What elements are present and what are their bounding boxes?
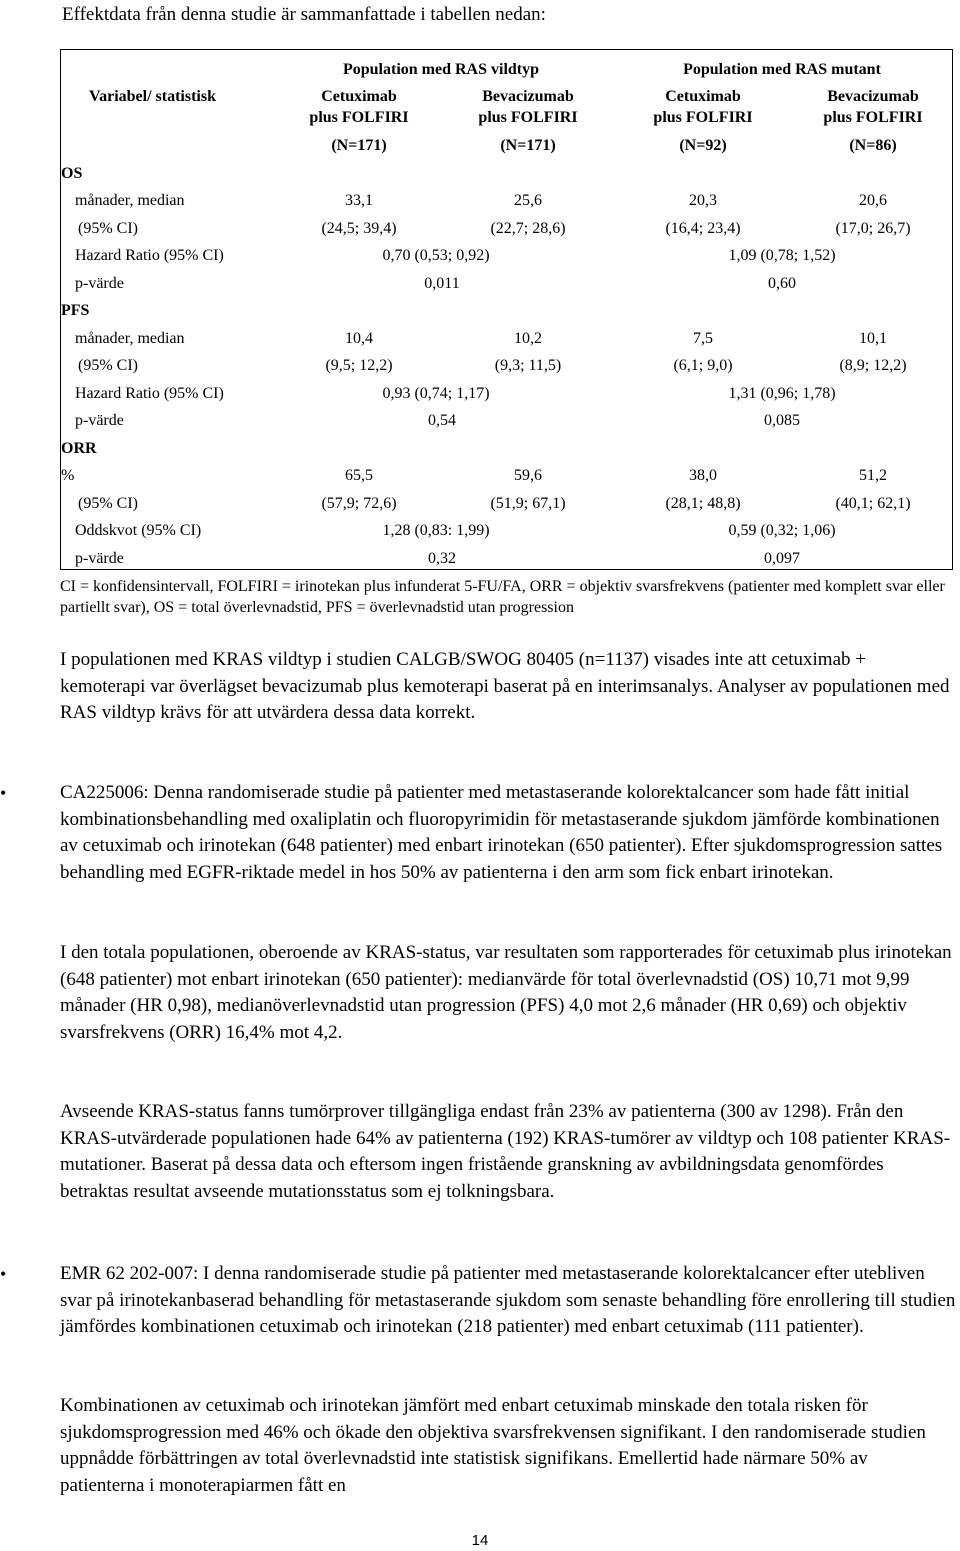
table-cell: 0,70 (0,53; 0,92) (382, 247, 490, 264)
table-cell: (6,1; 9,0) (673, 357, 733, 374)
row-label: (95% CI) (78, 357, 138, 374)
section-os: OS (61, 165, 83, 182)
table-cell: (9,5; 12,2) (325, 357, 393, 374)
table-cell: 20,6 (859, 192, 887, 209)
table-cell: (28,1; 48,8) (665, 495, 741, 512)
group-header-wild: Population med RAS vildtyp (342, 61, 540, 78)
table-cell: 59,6 (514, 467, 542, 484)
row-label: Hazard Ratio (95% CI) (75, 247, 224, 264)
row-label: månader, median (75, 192, 185, 209)
table-cell: (8,9; 12,2) (839, 357, 907, 374)
arm-n: (N=86) (849, 137, 897, 154)
arm-header: Cetuximab (321, 88, 397, 105)
table-cell: 0,085 (764, 412, 800, 429)
row-label: % (61, 467, 75, 484)
row-label: p-värde (75, 412, 124, 429)
row-label: p-värde (75, 275, 124, 292)
bullet-icon: • (0, 783, 7, 803)
row-label: p-värde (75, 550, 124, 567)
table-cell: (57,9; 72,6) (321, 495, 397, 512)
arm-header: Cetuximab (665, 88, 741, 105)
table-cell: 1,28 (0,83: 1,99) (382, 522, 490, 539)
section-orr: ORR (61, 440, 97, 457)
arm-header: plus FOLFIRI (823, 109, 923, 126)
section-pfs: PFS (61, 302, 90, 319)
table-cell: 0,097 (764, 550, 800, 567)
table-footnote: CI = konfidensintervall, FOLFIRI = irinotekan plus infunderat 5-FU/FA, ORR = objektiv svarsfrekvens (patienter med komplett svar eller partiellt svar), OS = total överlevnadstid, PFS = överlevnadstid utan progression (60, 578, 945, 616)
paragraph: EMR 62 202-007: I denna randomiserade studie på patienter med metastaserande kolorektalcancer efter utebliven svar på irinotekanbaserad behandling för metastaserande sjukdom som senaste behandling före enrollering till studien jämfördes kombinationen cetuximab och irinotekan (218 patienter) med enbart cetuximab (111 patienter). (60, 1263, 956, 1337)
row-label: (95% CI) (78, 495, 138, 512)
table-cell: 0,54 (428, 412, 456, 429)
page-number: 14 (471, 1532, 489, 1549)
arm-n: (N=171) (500, 137, 556, 154)
table-cell: 25,6 (514, 192, 542, 209)
table-cell: (9,3; 11,5) (494, 357, 562, 374)
table-cell: 10,2 (514, 330, 542, 347)
paragraph: I populationen med KRAS vildtyp i studien CALGB/SWOG 80405 (n=1137) visades inte att cetuximab + kemoterapi var överlägset bevacizumab plus kemoterapi baserat på en interimsanalys. Analyser av populationen med RAS vildtyp krävs för att utvärdera dessa data korrekt. (60, 649, 950, 723)
table-cell: 38,0 (689, 467, 717, 484)
arm-header: plus FOLFIRI (478, 109, 578, 126)
row-label: Oddskvot (95% CI) (75, 522, 202, 539)
table-cell: 1,31 (0,96; 1,78) (728, 385, 836, 402)
arm-header: Bevacizumab (482, 88, 574, 105)
arm-header: plus FOLFIRI (653, 109, 753, 126)
arm-header: plus FOLFIRI (309, 109, 409, 126)
group-header-mutant: Population med RAS mutant (683, 61, 881, 78)
table-cell: (51,9; 67,1) (490, 495, 566, 512)
table-cell: 10,1 (859, 330, 887, 347)
arm-n: (N=171) (331, 137, 387, 154)
table-cell: 0,32 (428, 550, 456, 567)
table-cell: (16,4; 23,4) (665, 220, 741, 237)
table-cell: (17,0; 26,7) (835, 220, 911, 237)
table-cell: 20,3 (689, 192, 717, 209)
table-cell: (40,1; 62,1) (835, 495, 911, 512)
paragraph: Kombinationen av cetuximab och irinotekan jämfört med enbart cetuximab minskade den totala risken för sjukdomsprogression med 46% och ökade den objektiva svarsfrekvensen signifikant. I den randomiserade studien uppnådde förbättringen av total överlevnadstid inte statistisk signifikans. Emellertid hade närmare 50% av patienterna i monoterapiarmen fått en (60, 1395, 926, 1496)
table-cell: 33,1 (345, 192, 373, 209)
table-cell: 0,60 (768, 275, 796, 292)
table-cell: 0,011 (424, 275, 460, 292)
arm-n: (N=92) (679, 137, 727, 154)
table-cell: (22,7; 28,6) (490, 220, 566, 237)
table-cell: 0,59 (0,32; 1,06) (728, 522, 836, 539)
paragraph: Avseende KRAS-status fanns tumörprover tillgängliga endast från 23% av patienterna (300 av 1298). Från den KRAS-utvärderade populationen hade 64% av patienterna (192) KRAS-tumörer av vildtyp och 108 patienter KRAS-mutationer. Baserat på dessa data och eftersom ingen fristående granskning av avbildningsdata genomfördes betraktas resultat avseende mutationsstatus som ej tolkningsbara. (60, 1101, 951, 1202)
efficacy-table (60, 49, 953, 570)
table-cell: 7,5 (693, 330, 713, 347)
paragraph: CA225006: Denna randomiserade studie på patienter med metastaserande kolorektalcancer som hade fått initial kombinationsbehandling med oxaliplatin och fluoropyrimidin för metastaserande sjukdom jämförde kombinationen av cetuximab och irinotekan (648 patienter) med enbart irinotekan (650 patienter). Efter sjukdomsprogression sattes behandling med EGFR-riktade medel in hos 50% av patienterna i den arm som fick enbart irinotekan. (60, 782, 943, 883)
row-label: Hazard Ratio (95% CI) (75, 385, 224, 402)
table-cell: (24,5; 39,4) (321, 220, 397, 237)
table-cell: 10,4 (345, 330, 373, 347)
row-label: (95% CI) (78, 220, 138, 237)
paragraph: I den totala populationen, oberoende av KRAS-status, var resultaten som rapporterades för cetuximab plus irinotekan (648 patienter) mot enbart irinotekan (650 patienter): medianvärde för total överlevnadstid (OS) 10,71 mot 9,99 månader (HR 0,98), medianöverlevnadstid utan progression (PFS) 4,0 mot 2,6 månader (HR 0,69) och objektiv svarsfrekvens (ORR) 16,4% mot 4,2. (60, 942, 952, 1043)
arm-header: Bevacizumab (827, 88, 919, 105)
table-cell: 0,93 (0,74; 1,17) (382, 385, 490, 402)
bullet-icon: • (0, 1264, 7, 1284)
variable-header: Variabel/ statistisk (89, 88, 216, 105)
table-cell: 65,5 (345, 467, 373, 484)
table-cell: 51,2 (859, 467, 887, 484)
table-cell: 1,09 (0,78; 1,52) (728, 247, 836, 264)
intro-text: Effektdata från denna studie är sammanfattade i tabellen nedan: (62, 4, 546, 25)
row-label: månader, median (75, 330, 185, 347)
